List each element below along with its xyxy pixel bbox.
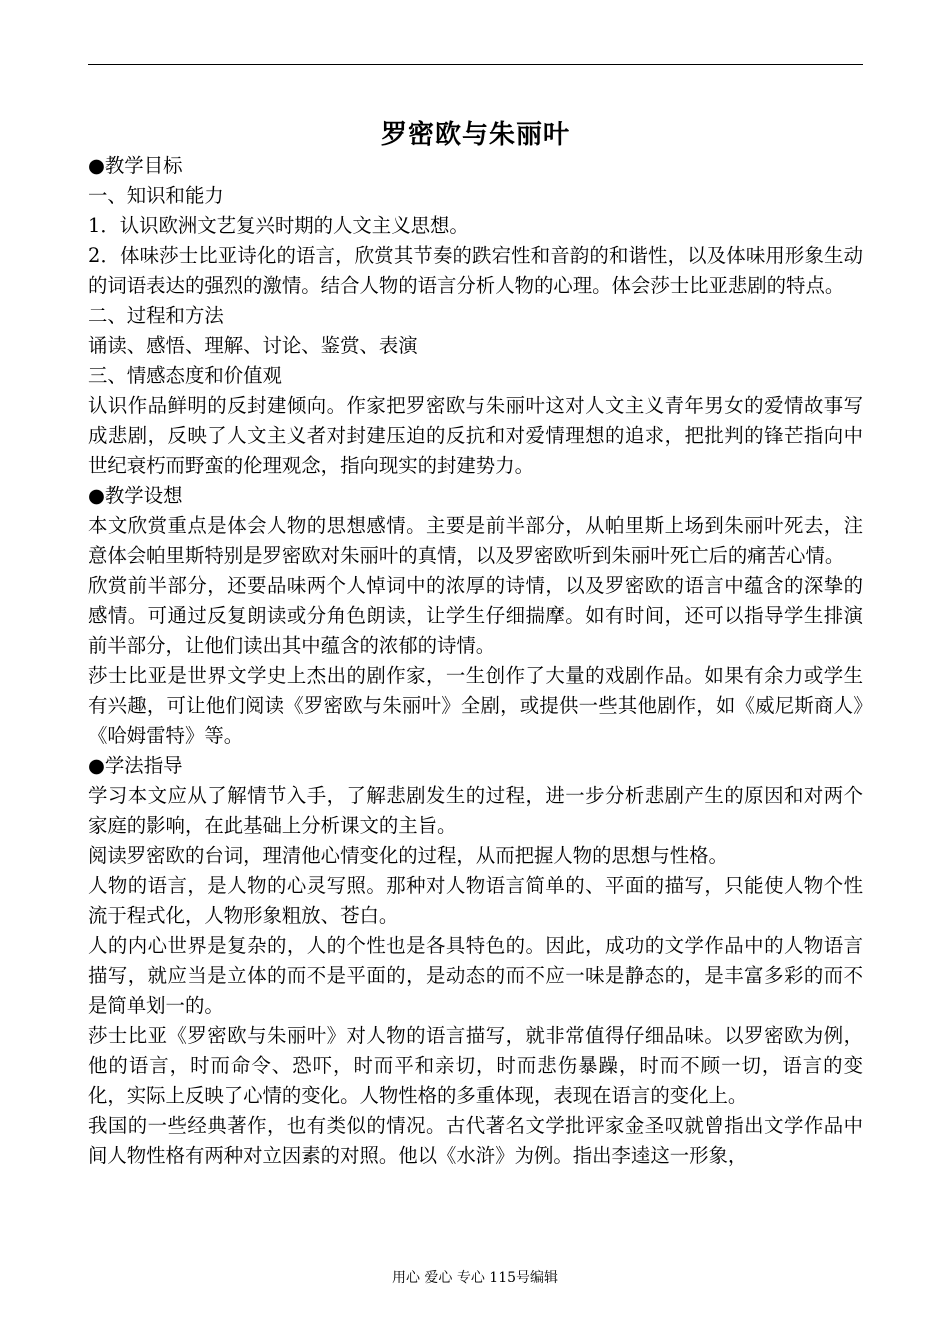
section-heading-study-guide: ●学法指导 (88, 754, 183, 777)
page-title: 罗密欧与朱丽叶 (380, 120, 570, 150)
body-text (88, 151, 863, 1171)
section-heading-teaching-goals: ●教学目标 (88, 154, 183, 177)
paragraph: 2．体味莎士比亚诗化的语言，欣赏其节奏的跌宕性和音韵的和谐性，以及体味用形象生动的词语表达的强烈的激情。结合人物的语言分析人物的心理。体会莎士比亚悲剧的特点。 (88, 244, 863, 297)
paragraph: 莎士比亚是世界文学史上杰出的剧作家，一生创作了大量的戏剧作品。如果有余力或学生有兴趣，可让他们阅读《罗密欧与朱丽叶》全剧，或提供一些其他剧作，如《威尼斯商人》《哈姆雷特》等。 (88, 664, 863, 747)
paragraph: 诵读、感悟、理解、讨论、鉴赏、表演 (88, 334, 418, 357)
paragraph: 欣赏前半部分，还要品味两个人悼词中的浓厚的诗情，以及罗密欧的语言中蕴含的深挚的感情。可通过反复朗读或分角色朗读，让学生仔细揣摩。如有时间，还可以指导学生排演前半部分，让他们读出其中蕴含的浓郁的诗情。 (88, 574, 863, 657)
paragraph: 我国的一些经典著作，也有类似的情况。古代著名文学批评家金圣叹就曾指出文学作品中间人物性格有两种对立因素的对照。他以《水浒》为例。指出李逵这一形象， (88, 1114, 863, 1167)
section-heading-teaching-ideas: ●教学设想 (88, 484, 183, 507)
paragraph: 阅读罗密欧的台词，理清他心情变化的过程，从而把握人物的思想与性格。 (88, 844, 728, 867)
subheading-knowledge: 一、知识和能力 (88, 184, 224, 207)
paragraph: 人物的语言，是人物的心灵写照。那种对人物语言简单的、平面的描写，只能使人物个性流于程式化，人物形象粗放、苍白。 (88, 874, 863, 927)
paragraph: 学习本文应从了解情节入手，了解悲剧发生的过程，进一步分析悲剧产生的原因和对两个家庭的影响，在此基础上分析课文的主旨。 (88, 784, 863, 837)
paragraph: 本文欣赏重点是体会人物的思想感情。主要是前半部分，从帕里斯上场到朱丽叶死去，注意体会帕里斯特别是罗密欧对朱丽叶的真情，以及罗密欧听到朱丽叶死亡后的痛苦心情。 (88, 514, 863, 567)
paragraph: 莎士比亚《罗密欧与朱丽叶》对人物的语言描写，就非常值得仔细品味。以罗密欧为例，他的语言，时而命令、恐吓，时而平和亲切，时而悲伤暴躁，时而不顾一切，语言的变化，实际上反映了心情的变化。人物性格的多重体现，表现在语言的变化上。 (88, 1024, 863, 1107)
subheading-values: 三、情感态度和价值观 (88, 364, 282, 387)
page-footer: 用心 爱心 专心 115号编辑 (391, 1270, 559, 1286)
paragraph: 人的内心世界是复杂的，人的个性也是各具特色的。因此，成功的文学作品中的人物语言描写，就应当是立体的而不是平面的，是动态的而不应一味是静态的，是丰富多彩的而不是简单划一的。 (88, 934, 863, 1017)
paragraph: 1．认识欧洲文艺复兴时期的人文主义思想。 (88, 214, 469, 237)
paragraph: 认识作品鲜明的反封建倾向。作家把罗密欧与朱丽叶这对人文主义青年男女的爱情故事写成悲剧，反映了人文主义者对封建压迫的反抗和对爱情理想的追求，把批判的锋芒指向中世纪衰朽而野蛮的伦理观念，指向现实的封建势力。 (88, 394, 863, 477)
subheading-process: 二、过程和方法 (88, 304, 224, 327)
header-rule (88, 64, 863, 65)
